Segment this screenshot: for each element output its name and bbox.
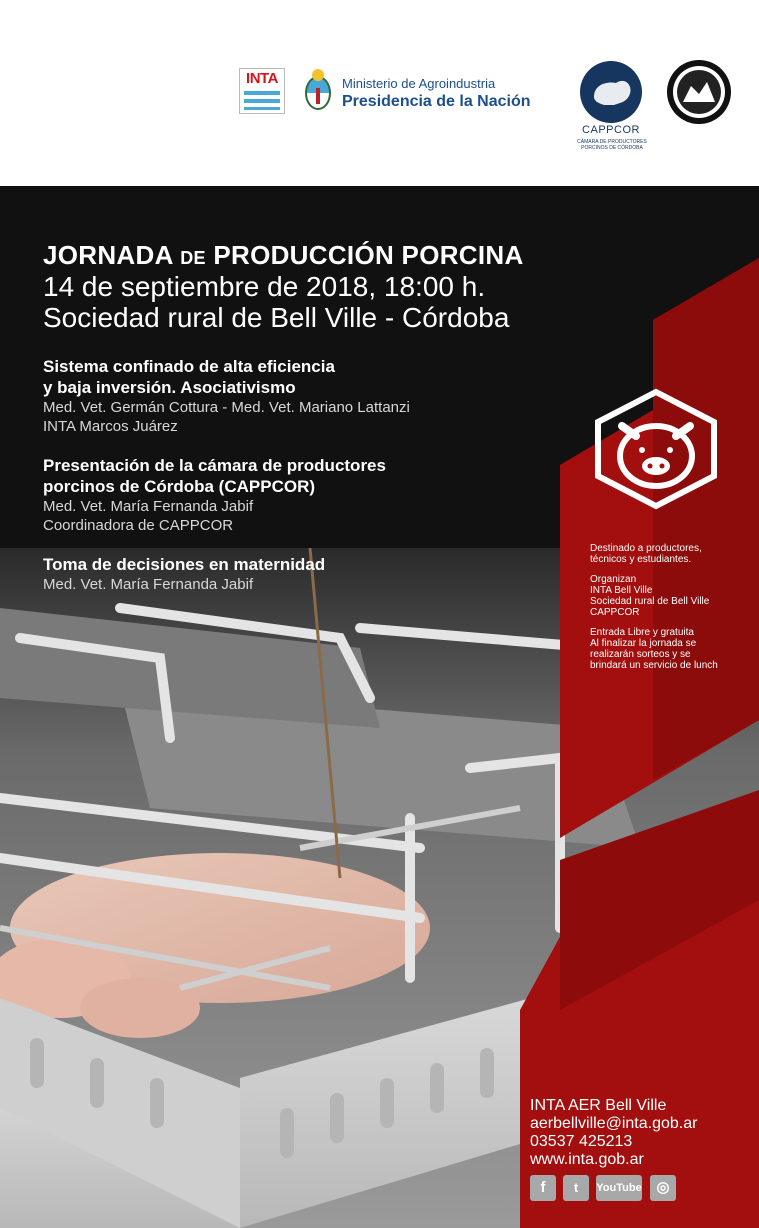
event-date: 14 de septiembre de 2018, 18:00 h.	[43, 271, 486, 302]
talk-affiliation: INTA Marcos Juárez	[43, 418, 178, 435]
youtube-icon[interactable]: YouTube	[596, 1175, 642, 1201]
entry-line: realizarán sorteos y se	[590, 649, 691, 660]
office-name: INTA AER Bell Ville	[530, 1097, 667, 1114]
ministry-name: Ministerio de Agroindustria	[342, 76, 496, 91]
talk-speaker: Med. Vet. María Fernanda Jabif	[43, 498, 254, 515]
website-link[interactable]: www.inta.gob.ar	[530, 1151, 644, 1168]
cappcor-subtitle: CÁMARA DE PRODUCTORES PORCINOS DE CÓRDOBA	[577, 139, 647, 151]
organizer: CAPPCOR	[590, 607, 640, 618]
event-title-part2: PRODUCCIÓN PORCINA	[205, 240, 524, 270]
contact-block	[530, 1097, 697, 1169]
pig-face-hexagon-icon	[592, 388, 720, 510]
cappcor-name: CAPPCOR	[582, 124, 640, 136]
audience-info	[590, 543, 702, 565]
email-link[interactable]: aerbellville@inta.gob.ar	[530, 1115, 698, 1132]
talk-title: Presentación de la cámara de productores	[43, 456, 386, 475]
phone-number: 03537 425213	[530, 1133, 633, 1150]
event-title	[43, 240, 524, 271]
organizers-info	[590, 574, 709, 618]
talk-title: y baja inversión. Asociativismo	[43, 378, 296, 397]
talk-1	[43, 356, 410, 436]
talk-title: porcinos de Córdoba (CAPPCOR)	[43, 477, 316, 496]
twitter-icon[interactable]: t	[563, 1175, 589, 1201]
talk-speaker: Med. Vet. Germán Cottura - Med. Vet. Mariano Lattanzi	[43, 399, 410, 416]
talk-3	[43, 554, 325, 594]
organizer: Sociedad rural de Bell Ville	[590, 596, 710, 607]
audience-line: técnicos y estudiantes.	[590, 554, 692, 565]
talk-affiliation: Coordinadora de CAPPCOR	[43, 517, 234, 534]
talk-speaker: Med. Vet. María Fernanda Jabif	[43, 576, 254, 593]
inta-logo-text: INTA	[246, 70, 278, 87]
entry-info	[590, 627, 718, 671]
event-title-de: DE	[180, 248, 206, 268]
facebook-icon[interactable]: f	[530, 1175, 556, 1201]
entry-line: Entrada Libre y gratuita	[590, 627, 694, 638]
event-place: Sociedad rural de Bell Ville - Córdoba	[43, 302, 510, 333]
talk-title: Sistema confinado de alta eficiencia	[43, 357, 335, 376]
entry-line: brindará un servicio de lunch	[590, 660, 718, 671]
audience-line: Destinado a productores,	[590, 543, 702, 554]
instagram-icon[interactable]: ◎	[650, 1175, 676, 1201]
event-title-part1: JORNADA	[43, 240, 181, 270]
entry-line: Al finalizar la jornada se	[590, 638, 697, 649]
talk-title: Toma de decisiones en maternidad	[43, 555, 326, 574]
presidency-name: Presidencia de la Nación	[342, 93, 531, 110]
organizer: INTA Bell Ville	[590, 585, 653, 596]
talk-2	[43, 455, 386, 535]
organizers-heading: Organizan	[590, 574, 637, 585]
